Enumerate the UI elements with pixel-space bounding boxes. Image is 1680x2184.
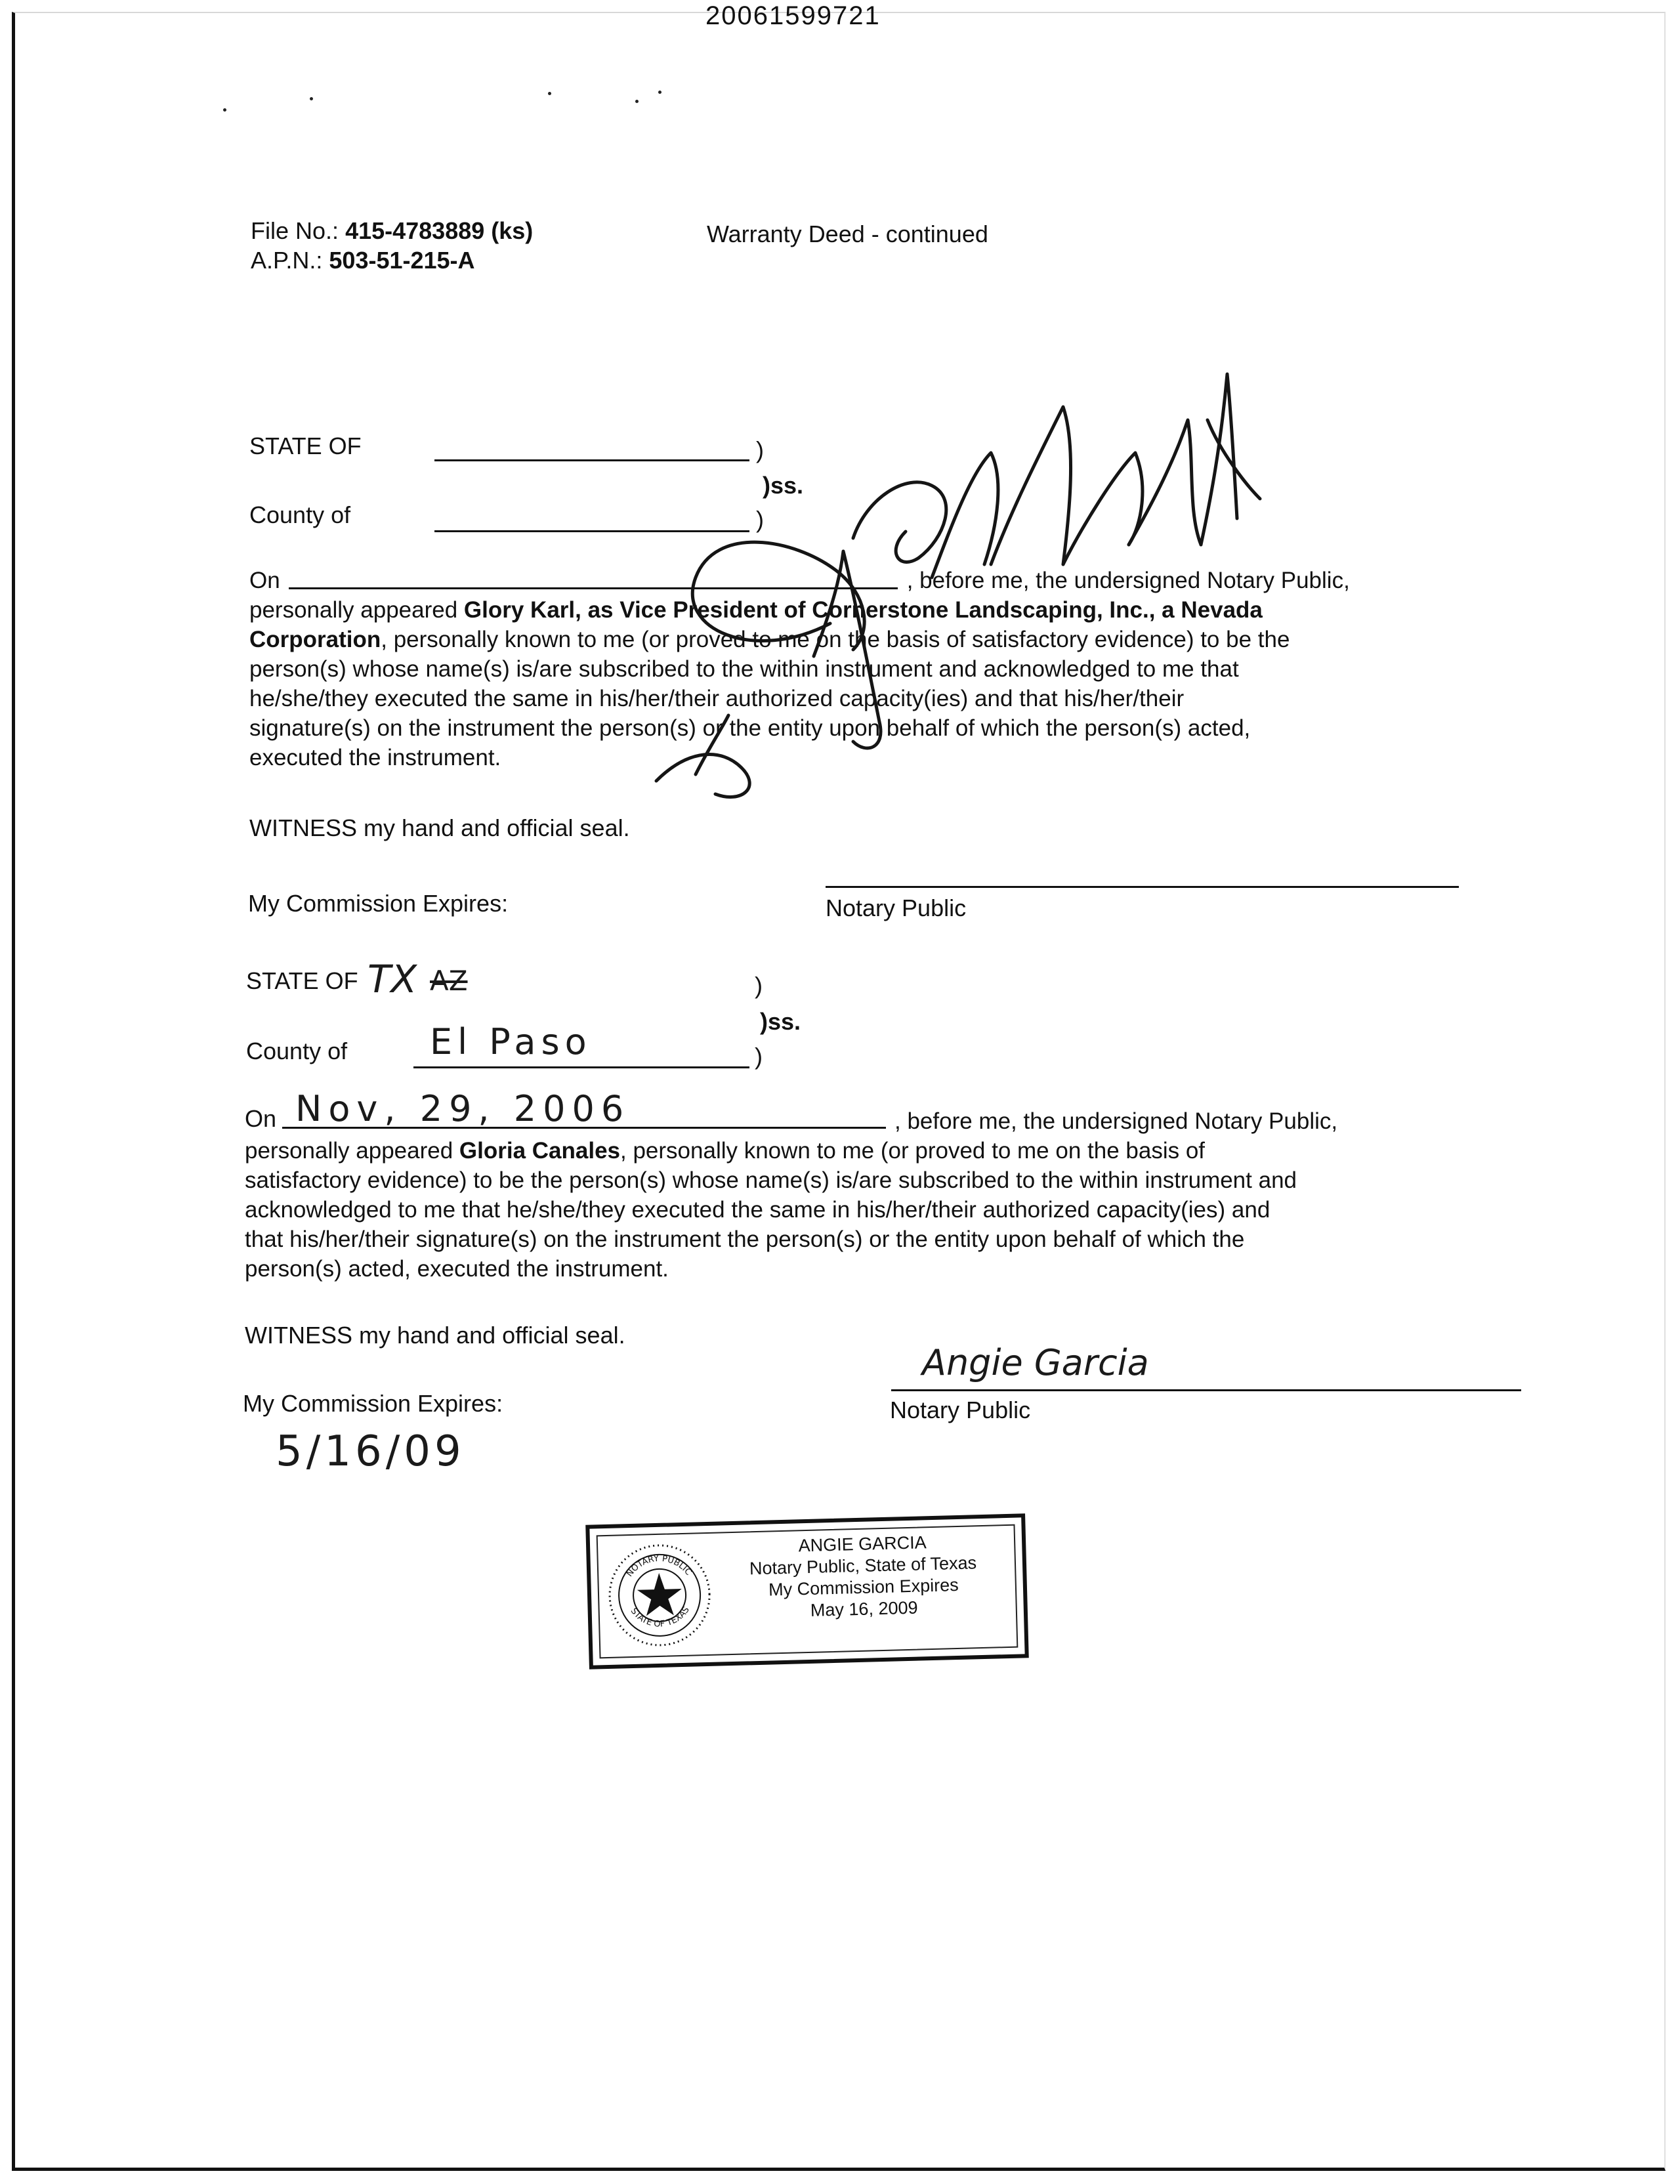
apn-value: 503-51-215-A [329, 247, 475, 274]
ack2-line-1: , before me, the undersigned Notary Public, [894, 1108, 1338, 1134]
file-no-label: File No.: [251, 217, 339, 244]
stamp-text [718, 1530, 1009, 1624]
ack2-notary-signature: Angie Garcia [922, 1342, 1149, 1383]
ack2-on-label: On [245, 1105, 277, 1132]
ack2-commission-handwritten: 5/16/09 [276, 1427, 465, 1476]
ack1-line-2: personally appeared Glory Karl, as Vice President of Cornerstone Landscaping, Inc., a Nevada [249, 597, 1263, 623]
notary-seal-icon [604, 1540, 715, 1651]
ack2-line-3: satisfactory evidence) to be the person(s) whose name(s) is/are subscribed to the within instrument and [245, 1167, 1297, 1193]
ack1-county-label: County of [249, 501, 351, 528]
ack2-date-handwritten: Nov, 29, 2006 [295, 1088, 631, 1129]
ack1-state-label: STATE OF [249, 432, 362, 459]
ack1-line-6: signature(s) on the instrument the person(s) or the entity upon behalf of which the person(s) acted, [249, 715, 1251, 741]
ack2-state-handwritten: TX [368, 957, 417, 1001]
ack2-notary-label: Notary Public [890, 1396, 1031, 1423]
ack2-line-4: acknowledged to me that he/she/they executed the same in his/her/their authorized capacity(ies) and [245, 1197, 1270, 1223]
ack2-paren1: ) [755, 972, 763, 999]
ack1-line-5: he/she/they executed the same in his/her/their authorized capacity(ies) and that his/her/their [249, 686, 1185, 711]
apn-label: A.P.N.: [251, 247, 323, 274]
ack2-county-handwritten: El Paso [430, 1021, 592, 1062]
stamp-line-4: May 16, 2009 [810, 1597, 918, 1620]
ack2-ss: )ss. [760, 1008, 801, 1035]
ack1-line-3: Corporation, personally known to me (or proved to me on the basis of satisfactory evidence) to be the [249, 627, 1290, 652]
ack2-county-blank [413, 1066, 749, 1068]
seal-top-text: NOTARY PUBLIC [624, 1553, 694, 1579]
ack1-line-7: executed the instrument. [249, 745, 501, 770]
ack1-paren2: ) [756, 506, 764, 533]
document-number: 20061599721 [705, 1, 881, 30]
file-no-value: 415-4783889 (ks) [345, 217, 534, 244]
ack2-notary-signature-line [891, 1389, 1521, 1391]
ack2-paragraph [245, 1106, 1337, 1284]
ack1-ss: )ss. [763, 472, 804, 499]
ack2-state-struck: AZ [430, 965, 468, 997]
ack2-paren2: ) [755, 1043, 763, 1070]
ack1-witness: WITNESS my hand and official seal. [249, 814, 630, 841]
stamp-line-2: Notary Public, State of Texas [749, 1553, 977, 1579]
stamp-line-3: My Commission Expires [768, 1574, 959, 1600]
ack2-line-2: personally appeared Gloria Canales, personally known to me (or proved to me on the basis of [245, 1138, 1206, 1164]
ack1-line-4: person(s) whose name(s) is/are subscribed to the within instrument and acknowledged to me that [249, 656, 1239, 682]
notary-stamp [585, 1513, 1029, 1669]
ack1-commission-label: My Commission Expires: [248, 890, 509, 917]
ack2-state-label: STATE OF [246, 967, 358, 994]
ack2-county-label: County of [246, 1038, 348, 1064]
stamp-name: ANGIE GARCIA [798, 1532, 927, 1556]
document-title: Warranty Deed - continued [707, 220, 988, 247]
ack1-notary-label: Notary Public [826, 894, 967, 921]
ack1-paren1: ) [756, 436, 764, 463]
ack2-line-5: that his/her/their signature(s) on the instrument the person(s) or the entity upon behalf of which the [245, 1227, 1245, 1252]
ack1-line-1: On , before me, the undersigned Notary Public, [249, 568, 1350, 593]
seal-bottom-text: STATE OF TEXAS [628, 1605, 692, 1629]
ack2-witness: WITNESS my hand and official seal. [245, 1322, 625, 1349]
ack2-line-6: person(s) acted, executed the instrument. [245, 1256, 669, 1282]
ack2-commission-label: My Commission Expires: [243, 1390, 503, 1417]
